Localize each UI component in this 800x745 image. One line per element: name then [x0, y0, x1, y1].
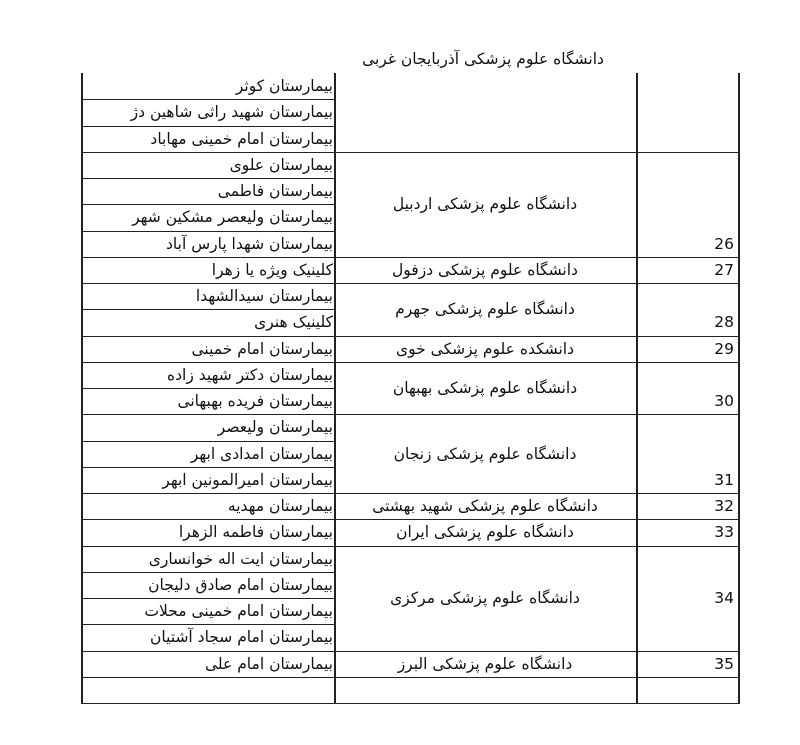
university-name: دانشگاه علوم پزشکی دزفول [392, 260, 578, 279]
row-number: 31 [714, 470, 734, 489]
table-border-right [738, 73, 740, 703]
hospital-name: کلینیک ویژه یا زهرا [211, 260, 333, 279]
row-line [81, 441, 334, 442]
row-number: 34 [714, 589, 734, 607]
row-line [81, 414, 740, 415]
hospital-name: بیمارستان شهدا پارس آباد [166, 234, 333, 253]
university-name: دانشکده علوم پزشکی خوی [396, 339, 574, 358]
hospital-name: بیمارستان امام خمینی مهاباد [150, 129, 333, 148]
row-number: 33 [714, 523, 734, 542]
row-line [81, 467, 334, 468]
row-line [81, 126, 334, 127]
hospital-name: بیمارستان علوی [229, 155, 333, 174]
row-line [81, 309, 334, 310]
university-name: دانشگاه علوم پزشکی ایران [396, 523, 574, 542]
row-line [81, 519, 740, 520]
hospital-name: بیمارستان فریده بهبهانی [177, 392, 333, 410]
row-line [81, 362, 740, 363]
hospital-name: بیمارستان امام خمینی محلات [144, 602, 333, 620]
hospital-name: بیمارستان شهید راثی شاهین دژ [130, 103, 333, 122]
row-line [81, 152, 740, 153]
hospital-name: بیمارستان ایت اله خوانساری [148, 549, 333, 568]
row-number: 32 [714, 497, 734, 515]
hospital-name: بیمارستان امام خمینی [191, 339, 333, 358]
hospital-name: بیمارستان امام علی [204, 654, 333, 673]
row-line [81, 546, 740, 547]
column-divider-university [636, 73, 638, 703]
row-line [81, 99, 334, 100]
hospital-name: بیمارستان ولیعصر مشکین شهر [132, 208, 333, 227]
university-name: دانشگاه علوم پزشکی مرکزی [390, 589, 580, 607]
hospital-name: بیمارستان امام صادق دلیجان [148, 575, 333, 594]
hospital-name: بیمارستان سیدالشهدا [195, 287, 333, 305]
hospital-name: بیمارستان امام سجاد آشتیان [149, 628, 333, 647]
row-number: 30 [714, 392, 734, 410]
university-name: دانشگاه علوم پزشکی البرز [397, 654, 573, 673]
row-line [81, 677, 740, 678]
university-name: دانشگاه علوم پزشکی جهرم [395, 300, 575, 319]
hospital-name: بیمارستان امیرالمونین ابهر [162, 470, 333, 489]
row-line [81, 572, 334, 573]
row-line [81, 624, 334, 625]
row-line [81, 388, 334, 389]
university-name: دانشگاه علوم پزشکی بهبهان [392, 379, 578, 397]
row-number: 27 [714, 260, 734, 279]
university-name: دانشگاه علوم پزشکی زنجان [393, 444, 577, 463]
row-line [81, 336, 740, 337]
row-line [81, 231, 334, 232]
row-number: 35 [714, 654, 734, 673]
row-line [81, 178, 334, 179]
university-name: دانشگاه علوم پزشکی شهید بهشتی [372, 497, 598, 516]
row-line [81, 493, 740, 494]
row-line [81, 598, 334, 599]
row-line [81, 283, 740, 284]
header-university: دانشگاه علوم پزشکی آذربایجان غربی [362, 50, 604, 68]
hospital-name: بیمارستان کوثر [235, 77, 333, 95]
hospital-name: بیمارستان دکتر شهید زاده [167, 365, 333, 384]
hospital-name: بیمارستان فاطمی [217, 182, 333, 200]
row-number: 28 [714, 313, 734, 332]
row-line [81, 703, 740, 704]
hospital-name: بیمارستان فاطمه الزهرا [178, 523, 333, 542]
row-line [81, 651, 740, 652]
row-number: 29 [714, 339, 734, 358]
hospital-name: کلینیک هنری [254, 313, 333, 332]
university-name: دانشگاه علوم پزشکی اردبیل [392, 195, 578, 214]
hospital-name: بیمارستان امدادی ابهر [190, 444, 333, 463]
hospital-name: بیمارستان ولیعصر [217, 418, 333, 437]
row-number: 26 [714, 234, 734, 253]
row-line [81, 257, 740, 258]
hospital-name: بیمارستان مهدیه [227, 497, 333, 515]
row-line [81, 204, 334, 205]
